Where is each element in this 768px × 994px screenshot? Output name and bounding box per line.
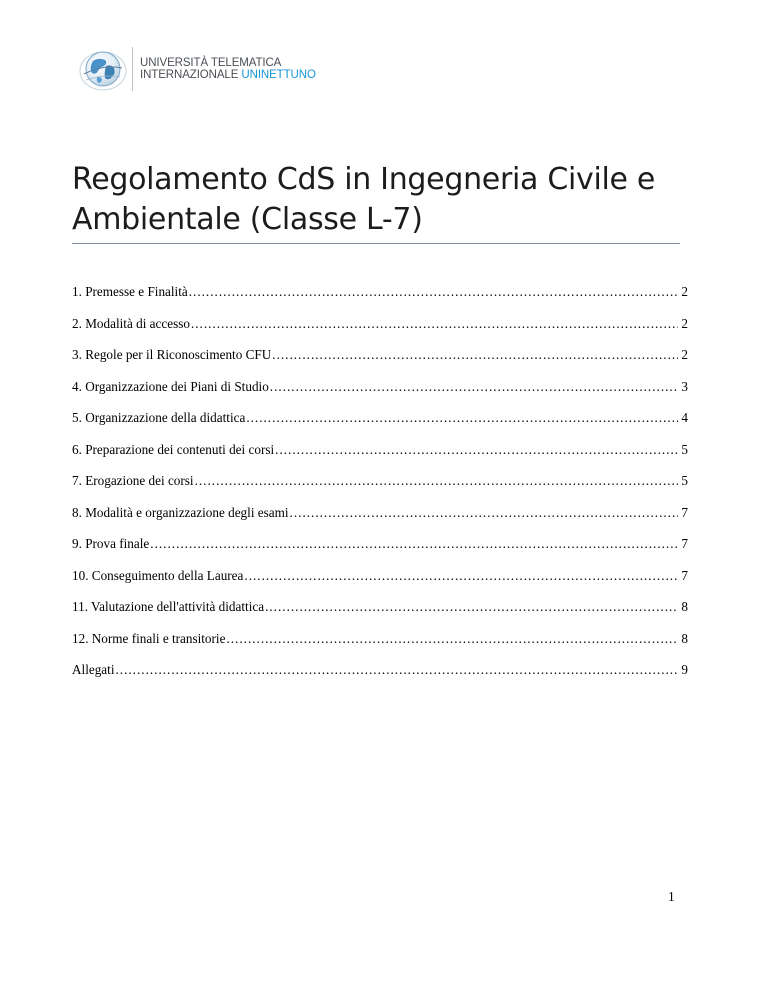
toc-entry[interactable]	[72, 568, 688, 600]
toc-entry-label: 12. Norme finali e transitorie	[72, 630, 226, 646]
toc-entry-page: 2	[681, 347, 688, 362]
toc-entry-page: 7	[681, 567, 688, 583]
toc-entry-label: Allegati	[72, 662, 115, 677]
title-line-1: Regolamento CdS in Ingegneria Civile e	[72, 162, 656, 197]
toc-entry[interactable]	[72, 631, 688, 663]
toc-dot-leader	[115, 662, 678, 678]
table-of-contents	[72, 284, 688, 694]
toc-entry[interactable]	[72, 536, 688, 568]
toc-entry[interactable]	[72, 410, 688, 442]
toc-dot-leader	[195, 473, 679, 489]
toc-entry-label: 2. Modalità di accesso	[72, 315, 190, 331]
toc-dot-leader	[275, 442, 678, 458]
toc-dot-leader	[191, 316, 678, 332]
logo-divider	[132, 47, 133, 91]
toc-entry[interactable]	[72, 347, 688, 379]
logo-line-2-a: INTERNAZIONALE	[140, 69, 239, 81]
toc-dot-leader	[246, 410, 678, 426]
toc-entry-page: 8	[681, 630, 688, 646]
toc-entry-label: 5. Organizzazione della didattica	[72, 410, 246, 425]
toc-dot-leader	[270, 379, 679, 395]
toc-entry[interactable]	[72, 473, 688, 505]
title-line-2: Ambientale (Classe L-7)	[72, 202, 423, 237]
toc-dot-leader	[290, 505, 679, 521]
toc-entry-page: 2	[681, 284, 688, 299]
toc-entry-page: 8	[681, 599, 688, 614]
toc-entry-label: 4. Organizzazione dei Piani di Studio	[72, 378, 269, 394]
university-logo	[78, 44, 316, 94]
toc-entry-label: 11. Valutazione dell'attività didattica	[72, 599, 265, 614]
toc-entry-label: 1. Premesse e Finalità	[72, 284, 188, 299]
toc-entry-label: 7. Erogazione dei corsi	[72, 473, 194, 488]
toc-entry[interactable]	[72, 379, 688, 411]
toc-dot-leader	[189, 284, 679, 300]
toc-entry-page: 7	[681, 504, 688, 520]
toc-entry-label: 8. Modalità e organizzazione degli esami	[72, 504, 289, 520]
logo-line-2-b: UNINETTUNO	[241, 69, 316, 81]
toc-entry[interactable]	[72, 442, 688, 474]
globe-icon	[78, 44, 128, 94]
toc-entry[interactable]	[72, 662, 688, 694]
toc-entry[interactable]	[72, 599, 688, 631]
logo-line-1: UNIVERSITÀ TELEMATICA	[140, 56, 282, 69]
toc-dot-leader	[244, 568, 678, 584]
toc-entry-page: 2	[681, 315, 688, 331]
logo-line-2	[140, 69, 316, 82]
toc-dot-leader	[265, 599, 678, 615]
toc-entry[interactable]	[72, 316, 688, 348]
logo-wordmark	[140, 57, 316, 82]
toc-entry[interactable]	[72, 284, 688, 316]
page-number: 1	[668, 889, 675, 904]
toc-entry-label: 10. Conseguimento della Laurea	[72, 567, 244, 583]
toc-entry-page: 5	[681, 473, 688, 488]
toc-entry-label: 6. Preparazione dei contenuti dei corsi	[72, 441, 275, 457]
toc-dot-leader	[272, 347, 678, 363]
toc-entry-page: 4	[681, 410, 688, 425]
toc-entry[interactable]	[72, 505, 688, 537]
toc-dot-leader	[226, 631, 678, 647]
toc-dot-leader	[150, 536, 678, 552]
toc-entry-label: 9. Prova finale	[72, 536, 150, 551]
toc-entry-page: 5	[681, 441, 688, 457]
toc-entry-page: 7	[681, 536, 688, 551]
toc-entry-label: 3. Regole per il Riconoscimento CFU	[72, 347, 272, 362]
document-title	[72, 160, 680, 244]
toc-entry-page: 3	[681, 378, 688, 394]
toc-entry-page: 9	[681, 662, 688, 677]
